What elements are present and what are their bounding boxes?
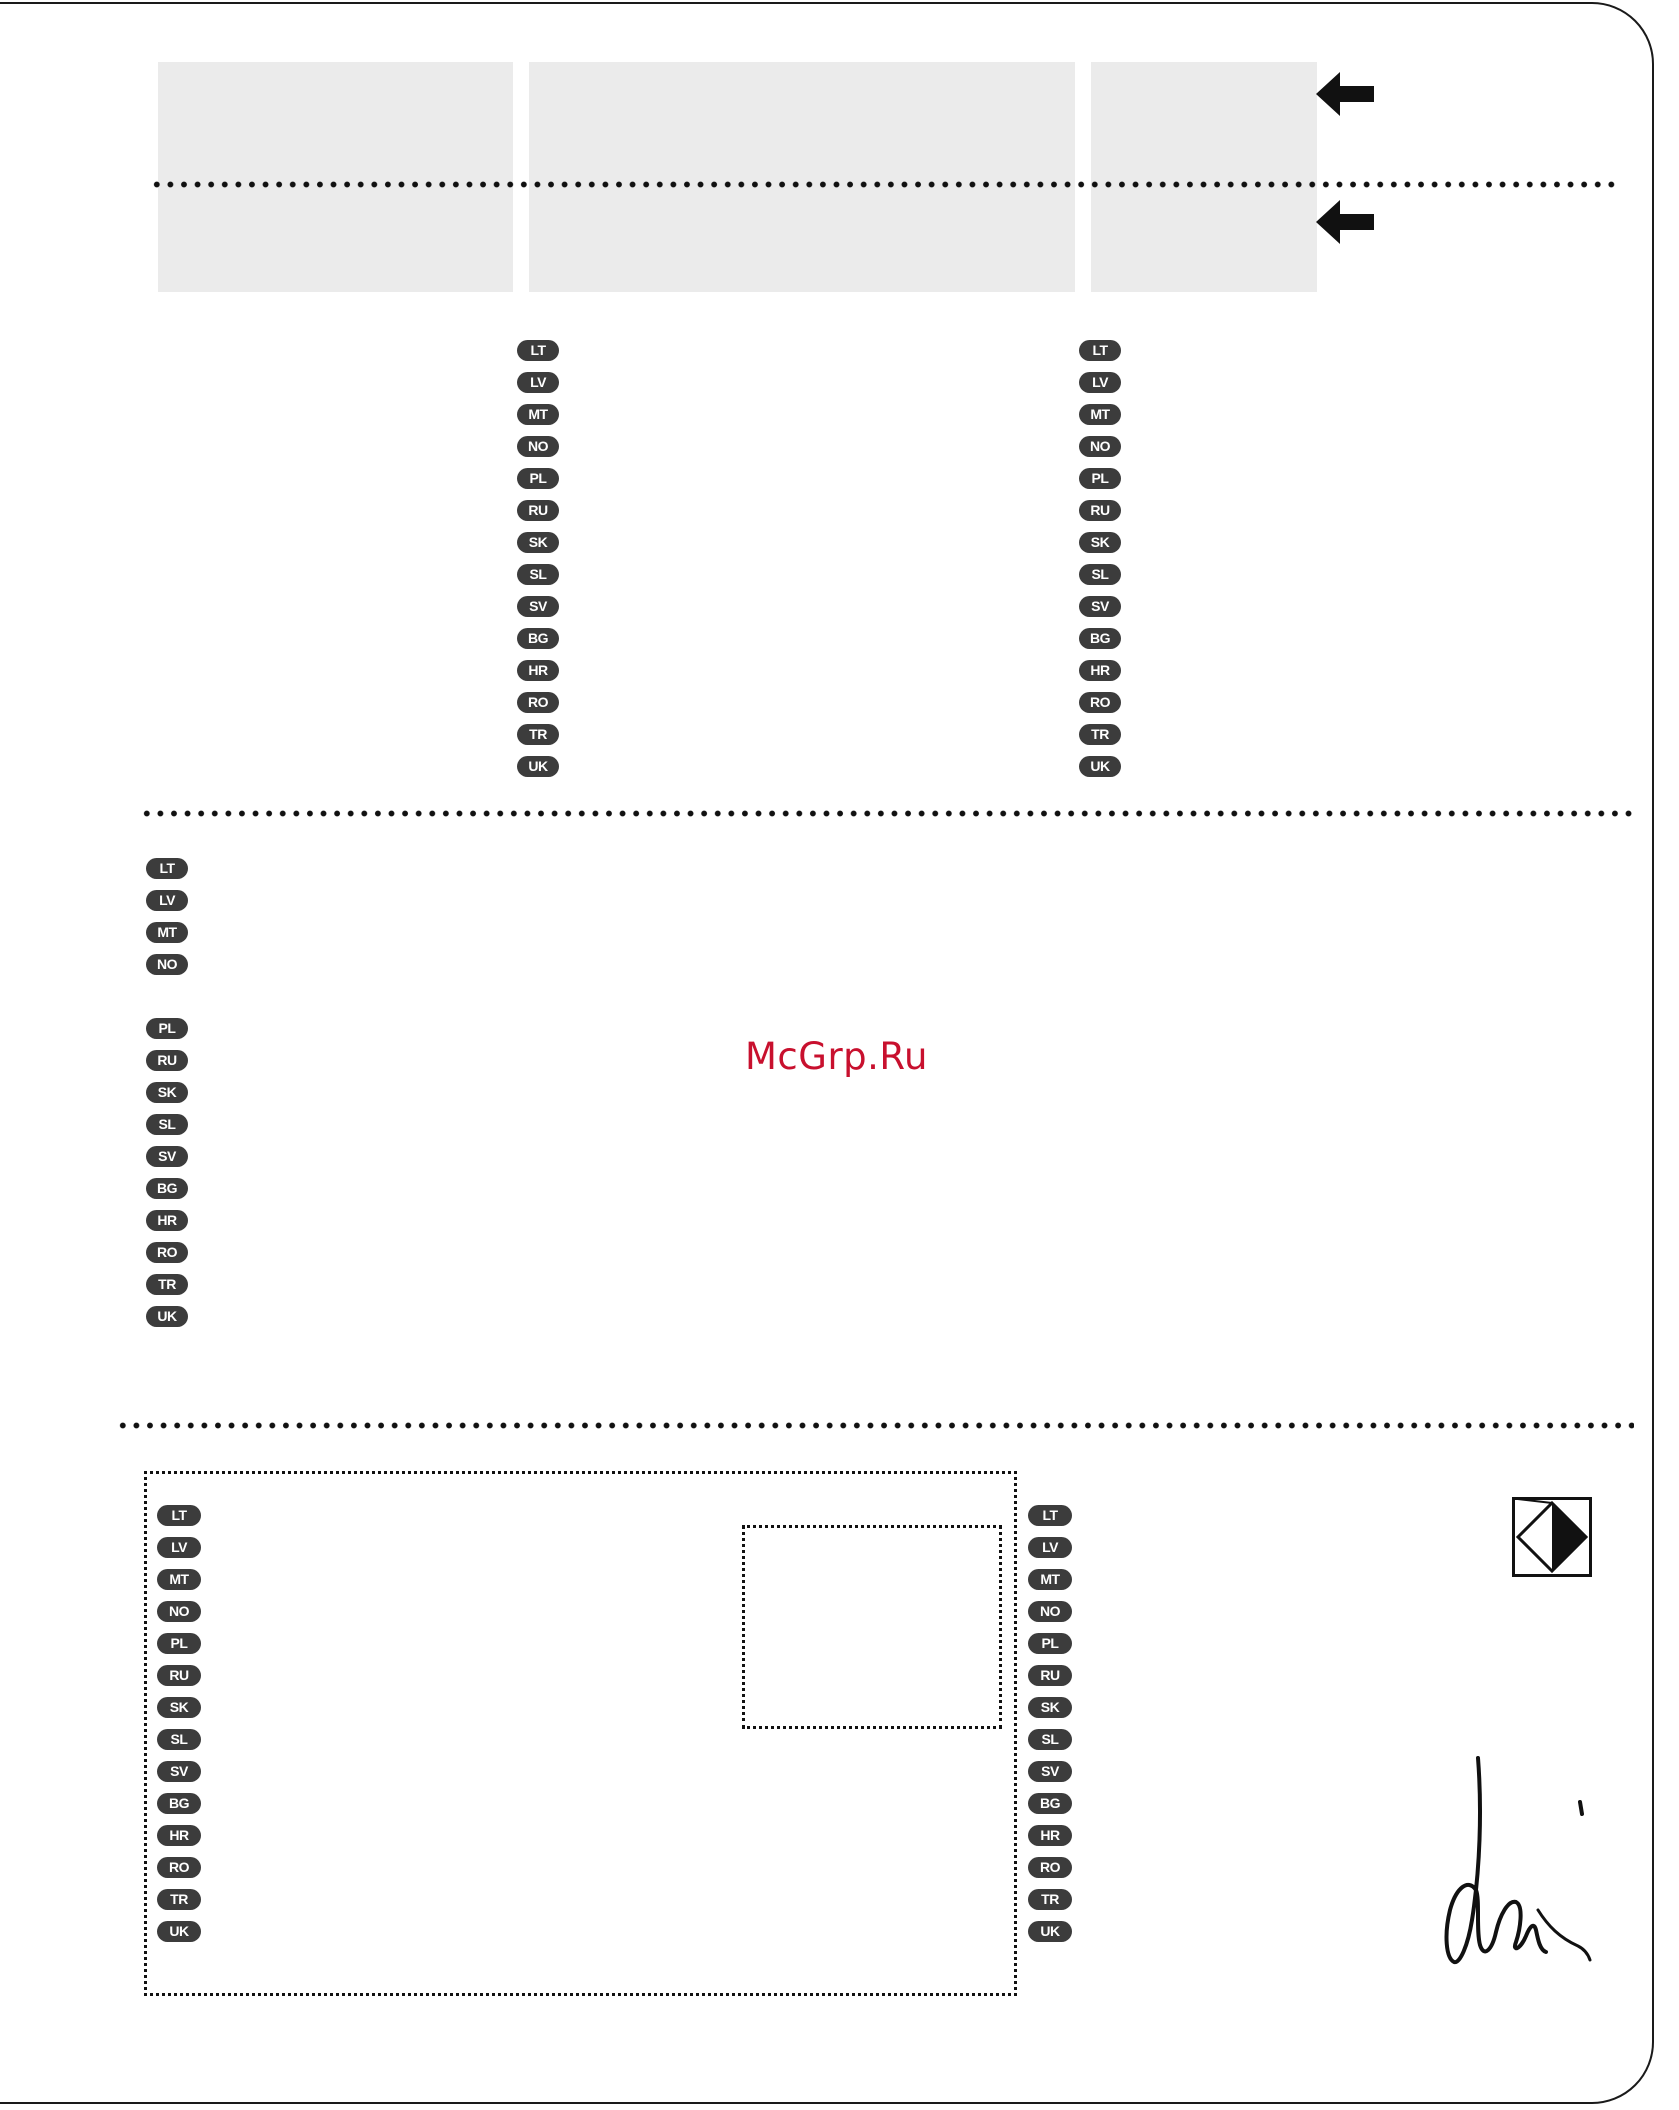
section-divider-1: [140, 810, 1632, 817]
language-badge-no: NO: [517, 436, 559, 457]
language-badge-lt: LT: [517, 340, 559, 361]
language-badge-no: NO: [1028, 1601, 1072, 1622]
language-badge-sv: SV: [517, 596, 559, 617]
language-badge-uk: UK: [146, 1306, 188, 1327]
language-badge-sl: SL: [517, 564, 559, 585]
language-badge-ro: RO: [1028, 1857, 1072, 1878]
header-dotted-divider: [150, 181, 1616, 188]
language-badge-tr: TR: [517, 724, 559, 745]
language-badge-bg: BG: [1028, 1793, 1072, 1814]
header-cell-1: [158, 62, 513, 292]
language-badge-lv: LV: [146, 890, 188, 911]
watermark: McGrp.Ru: [745, 1035, 928, 1078]
language-badge-hr: HR: [517, 660, 559, 681]
language-badge-bg: BG: [157, 1793, 201, 1814]
language-badge-bg: BG: [146, 1178, 188, 1199]
language-badge-hr: HR: [157, 1825, 201, 1846]
language-badge-lt: LT: [1079, 340, 1121, 361]
language-badge-uk: UK: [1028, 1921, 1072, 1942]
language-badge-hr: HR: [146, 1210, 188, 1231]
language-badge-sk: SK: [517, 532, 559, 553]
language-badge-hr: HR: [1079, 660, 1121, 681]
diamond-square-logo-icon: [1512, 1497, 1592, 1577]
language-badge-lt: LT: [1028, 1505, 1072, 1526]
language-badge-sv: SV: [157, 1761, 201, 1782]
language-badge-sk: SK: [1079, 532, 1121, 553]
header-cell-2: [529, 62, 1075, 292]
language-badge-uk: UK: [1079, 756, 1121, 777]
language-badge-lt: LT: [146, 858, 188, 879]
language-badge-lt: LT: [157, 1505, 201, 1526]
language-badge-hr: HR: [1028, 1825, 1072, 1846]
language-badge-uk: UK: [517, 756, 559, 777]
language-badge-ru: RU: [517, 500, 559, 521]
language-badge-lv: LV: [1079, 372, 1121, 393]
language-badge-mt: MT: [517, 404, 559, 425]
language-badge-mt: MT: [1079, 404, 1121, 425]
language-badge-sl: SL: [146, 1114, 188, 1135]
language-badge-sk: SK: [1028, 1697, 1072, 1718]
language-badge-sv: SV: [146, 1146, 188, 1167]
language-badge-sk: SK: [146, 1082, 188, 1103]
language-badge-ru: RU: [1079, 500, 1121, 521]
language-badge-ru: RU: [146, 1050, 188, 1071]
language-badge-bg: BG: [1079, 628, 1121, 649]
language-badge-tr: TR: [146, 1274, 188, 1295]
language-badge-pl: PL: [1028, 1633, 1072, 1654]
language-badge-sl: SL: [1079, 564, 1121, 585]
language-badge-mt: MT: [146, 922, 188, 943]
section-divider-2: [116, 1422, 1634, 1429]
language-badge-no: NO: [157, 1601, 201, 1622]
arrow-left-icon: [1316, 72, 1374, 116]
language-badge-tr: TR: [1028, 1889, 1072, 1910]
language-badge-sv: SV: [1028, 1761, 1072, 1782]
language-badge-pl: PL: [517, 468, 559, 489]
language-badge-sl: SL: [157, 1729, 201, 1750]
language-badge-sv: SV: [1079, 596, 1121, 617]
language-badge-lv: LV: [157, 1537, 201, 1558]
language-badge-no: NO: [1079, 436, 1121, 457]
language-badge-pl: PL: [146, 1018, 188, 1039]
language-badge-ro: RO: [157, 1857, 201, 1878]
language-badge-ro: RO: [517, 692, 559, 713]
language-badge-tr: TR: [1079, 724, 1121, 745]
language-badge-ru: RU: [1028, 1665, 1072, 1686]
language-badge-mt: MT: [157, 1569, 201, 1590]
language-badge-pl: PL: [1079, 468, 1121, 489]
language-badge-ro: RO: [146, 1242, 188, 1263]
language-badge-no: NO: [146, 954, 188, 975]
language-badge-tr: TR: [157, 1889, 201, 1910]
language-badge-uk: UK: [157, 1921, 201, 1942]
header-cell-3: [1091, 62, 1317, 292]
language-badge-sk: SK: [157, 1697, 201, 1718]
stamp-dotted-box: [742, 1525, 1002, 1729]
language-badge-lv: LV: [517, 372, 559, 393]
language-badge-bg: BG: [517, 628, 559, 649]
language-badge-mt: MT: [1028, 1569, 1072, 1590]
language-badge-ro: RO: [1079, 692, 1121, 713]
language-badge-pl: PL: [157, 1633, 201, 1654]
language-badge-sl: SL: [1028, 1729, 1072, 1750]
language-badge-ru: RU: [157, 1665, 201, 1686]
handwritten-signature: [1420, 1750, 1595, 1975]
arrow-left-icon: [1316, 200, 1374, 244]
language-badge-lv: LV: [1028, 1537, 1072, 1558]
